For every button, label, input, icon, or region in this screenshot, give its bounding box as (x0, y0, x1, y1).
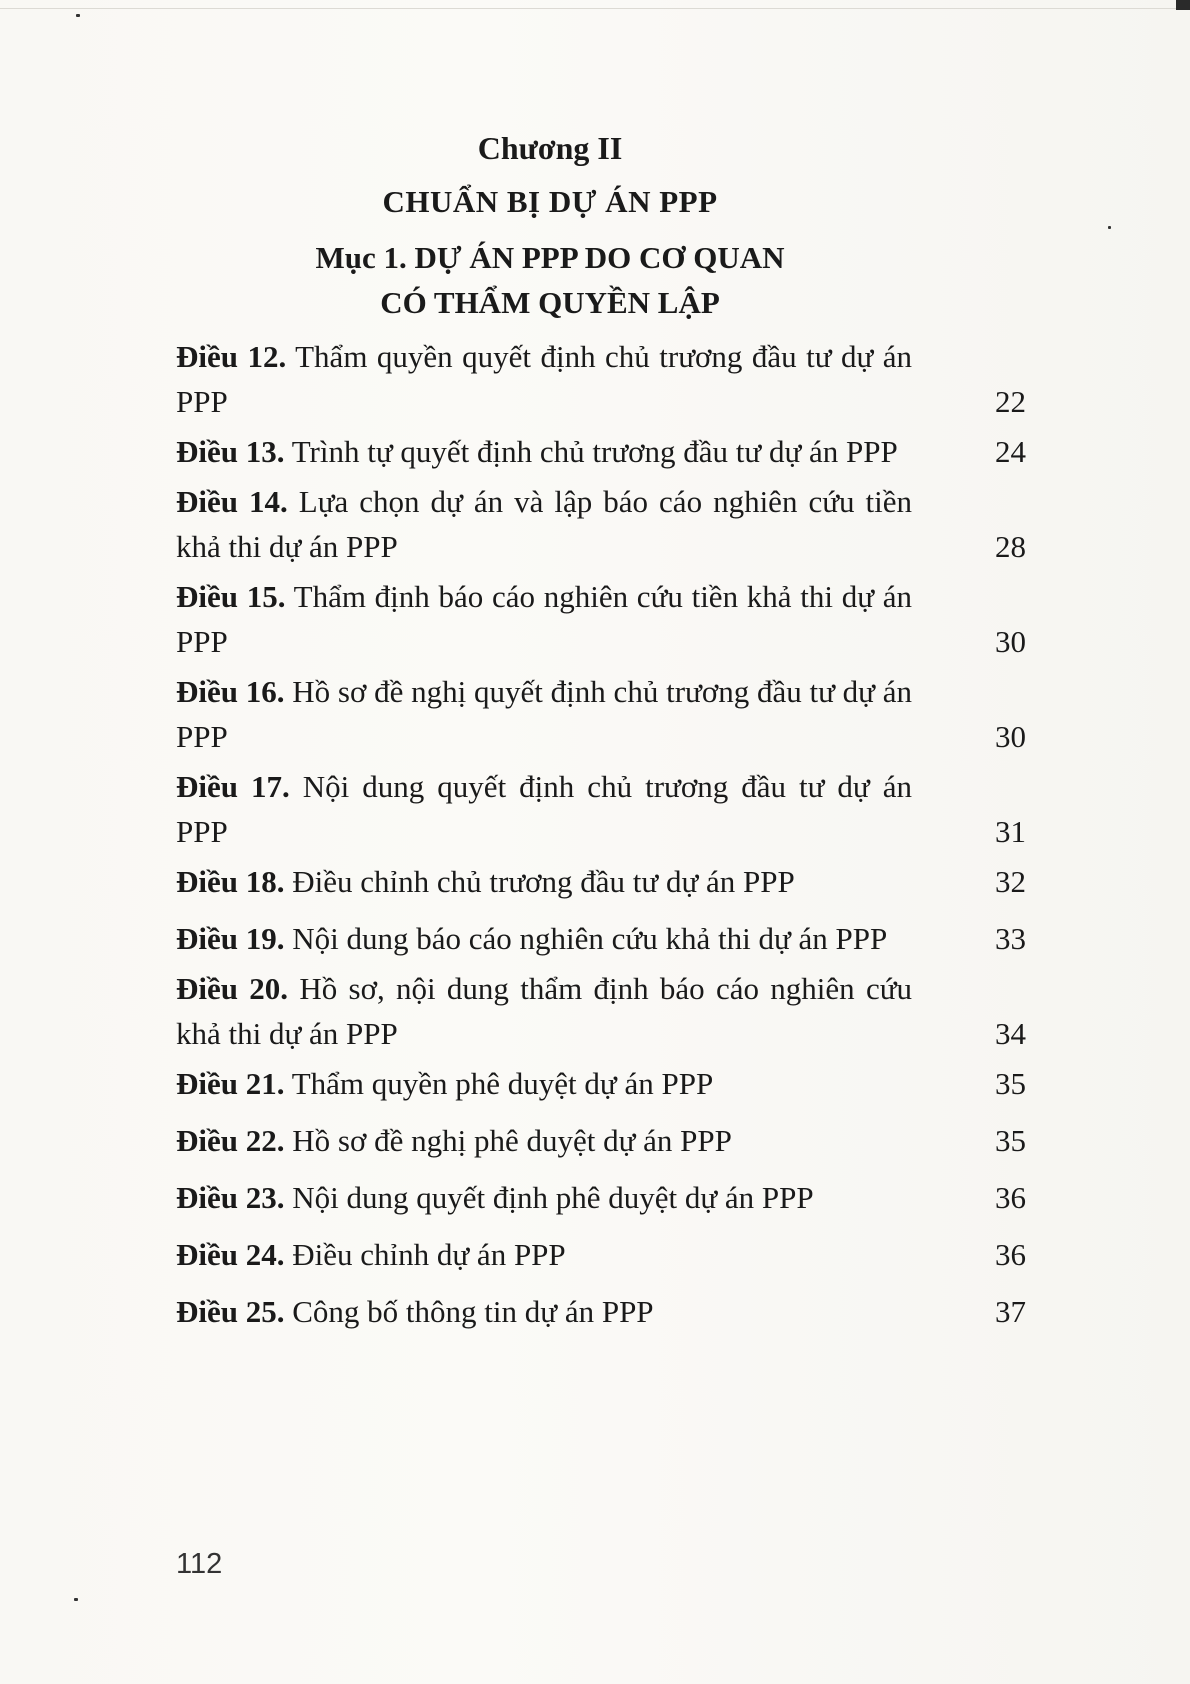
toc-entry (176, 429, 1026, 474)
toc-entry-text: Điều chỉnh dự án PPP (292, 1237, 566, 1272)
toc-entry-label: Điều 16. (176, 674, 285, 709)
toc-entry-label: Điều 13. (176, 434, 285, 469)
toc-entry-text: Nội dung báo cáo nghiên cứu khả thi dự án PPP (292, 921, 888, 956)
toc-entry-text: Lựa chọn dự án và lập báo cáo nghiên cứu tiền khả thi dự án PPP (176, 484, 913, 564)
scan-corner-mark (1176, 0, 1190, 10)
toc-entry (176, 574, 1026, 664)
chapter-title: CHUẨN BỊ DỰ ÁN PPP (382, 184, 718, 219)
section-title-line-2: CÓ THẨM QUYỀN LẬP (380, 285, 720, 320)
toc-entry (176, 1175, 1026, 1220)
toc-entry-text: Nội dung quyết định chủ trương đầu tư dự án PPP (176, 769, 912, 849)
toc-entry-page: 28 (995, 529, 1026, 564)
table-of-contents (176, 334, 1026, 1346)
toc-entry-text: Thẩm định báo cáo nghiên cứu tiền khả thi dự án PPP (176, 579, 912, 659)
toc-entry-page: 22 (995, 384, 1026, 419)
toc-entry-text: Hồ sơ đề nghị phê duyệt dự án PPP (292, 1123, 732, 1158)
toc-entry (176, 966, 1026, 1056)
toc-entry-text: Hồ sơ đề nghị quyết định chủ trương đầu tư dự án PPP (176, 674, 913, 754)
toc-entry (176, 1289, 1026, 1334)
section-title-line-1: Mục 1. DỰ ÁN PPP DO CƠ QUAN (315, 240, 785, 275)
toc-entry-label: Điều 12. (176, 339, 287, 374)
toc-entry-page: 35 (995, 1066, 1026, 1101)
toc-entry-page: 31 (995, 814, 1026, 849)
toc-entry-page: 30 (995, 719, 1026, 754)
toc-entry-text: Nội dung quyết định phê duyệt dự án PPP (292, 1180, 814, 1215)
toc-entry-label: Điều 20. (176, 971, 289, 1006)
toc-entry-label: Điều 22. (176, 1123, 285, 1158)
toc-entry-text: Công bố thông tin dự án PPP (292, 1294, 654, 1329)
scan-speck (76, 14, 80, 17)
scan-speck (74, 1598, 78, 1601)
toc-entry-label: Điều 21. (176, 1066, 285, 1101)
toc-entry-text: Điều chỉnh chủ trương đầu tư dự án PPP (292, 864, 795, 899)
toc-entry-label: Điều 19. (176, 921, 285, 956)
toc-entry (176, 916, 1026, 961)
toc-entry-label: Điều 18. (176, 864, 285, 899)
toc-entry-text: Thẩm quyền phê duyệt dự án PPP (291, 1066, 714, 1101)
toc-entry-label: Điều 14. (176, 484, 288, 519)
toc-entry-page: 37 (995, 1294, 1026, 1329)
toc-entry-label: Điều 17. (176, 769, 290, 804)
toc-entry (176, 479, 1026, 569)
toc-entry (176, 1232, 1026, 1277)
toc-entry (176, 669, 1026, 759)
toc-entry-page: 34 (995, 1016, 1026, 1051)
toc-entry-text: Hồ sơ, nội dung thẩm định báo cáo nghiên cứu khả thi dự án PPP (176, 971, 913, 1051)
scan-speck (1108, 226, 1111, 229)
toc-entry-label: Điều 15. (176, 579, 286, 614)
toc-entry-page: 35 (995, 1123, 1026, 1158)
toc-entry (176, 859, 1026, 904)
toc-entry (176, 334, 1026, 424)
toc-entry-page: 36 (995, 1180, 1026, 1215)
chapter-heading: Chương II (477, 130, 623, 166)
toc-entry-label: Điều 24. (176, 1237, 285, 1272)
page-number: 112 (176, 1548, 223, 1580)
toc-entry-page: 32 (995, 864, 1026, 899)
toc-entry-label: Điều 25. (176, 1294, 285, 1329)
toc-entry (176, 1118, 1026, 1163)
toc-entry-page: 24 (995, 434, 1026, 469)
toc-entry-label: Điều 23. (176, 1180, 285, 1215)
toc-entry-text: Trình tự quyết định chủ trương đầu tư dự án PPP (291, 434, 898, 469)
page-top-edge (0, 8, 1190, 9)
toc-entry-page: 33 (995, 921, 1026, 956)
toc-entry-page: 36 (995, 1237, 1026, 1272)
toc-entry-text: Thẩm quyền quyết định chủ trương đầu tư dự án PPP (176, 339, 912, 419)
toc-entry (176, 1061, 1026, 1106)
toc-entry (176, 764, 1026, 854)
toc-entry-page: 30 (995, 624, 1026, 659)
